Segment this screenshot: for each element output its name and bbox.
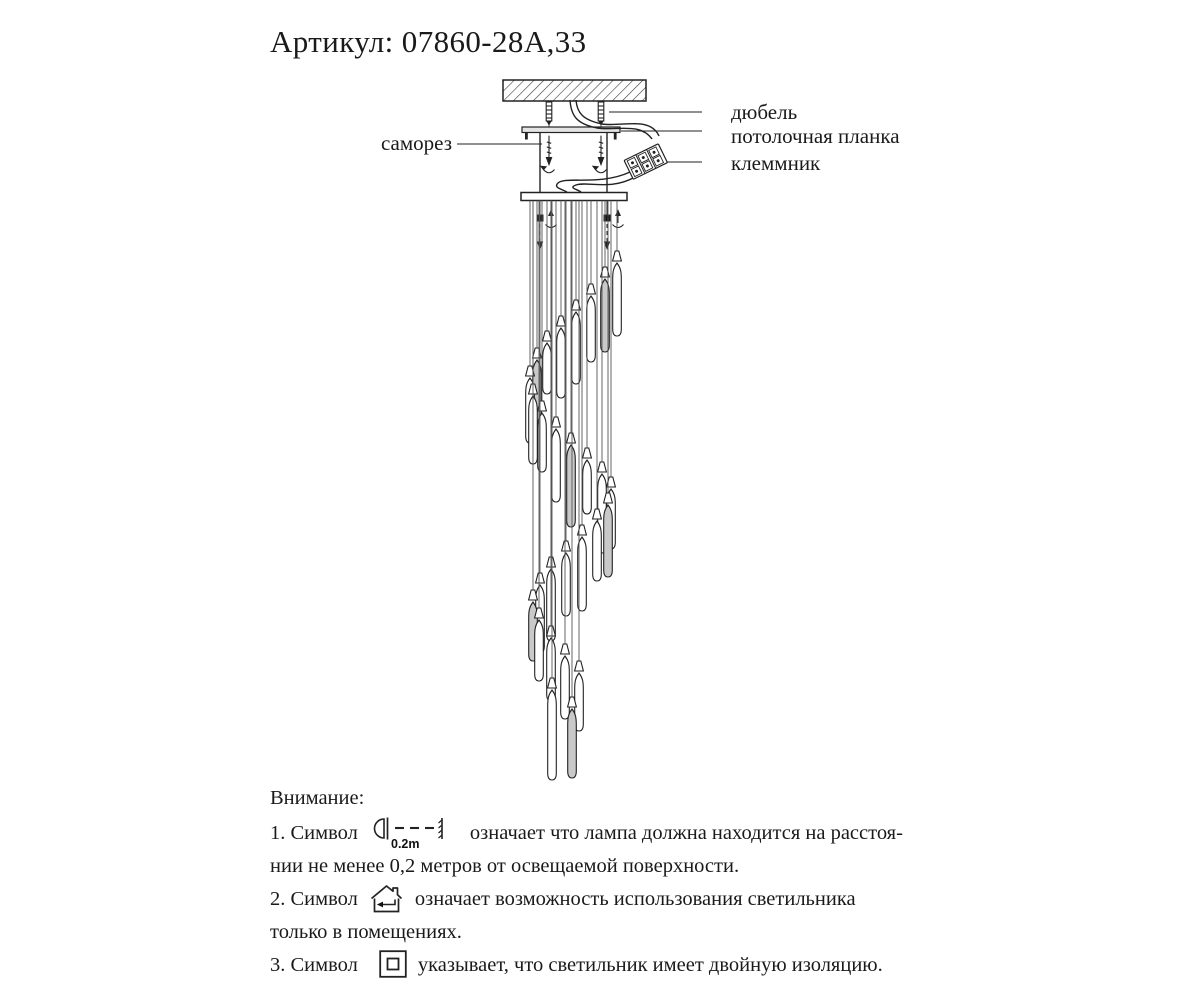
canopy-screw-right-icon: [604, 201, 624, 249]
canopy-plate: [521, 193, 627, 201]
pendant-drop: [543, 201, 552, 395]
pendant-drop: [562, 201, 571, 617]
note-2-text: означает возможность использования светильника: [414, 888, 856, 910]
pendant-drop: [587, 201, 596, 363]
screw-left-icon: [541, 136, 555, 173]
label-screw: саморез: [380, 131, 452, 155]
double-insulation-icon: [378, 949, 408, 979]
pendant-drop: [557, 201, 566, 399]
note-item-1-continuation: нии не менее 0,2 метров от освещаемой поверхности.: [270, 855, 740, 877]
note-2-prefix: 2. Символ: [270, 888, 358, 910]
pendant-drop: [613, 201, 622, 337]
label-dowel: дюбель: [731, 100, 798, 124]
distance-value: 0.2m: [390, 837, 420, 850]
leader-lines: [457, 112, 702, 162]
terminal-block-icon: [624, 144, 667, 180]
page-title: Артикул: 07860-28А,33: [270, 24, 587, 59]
plate-peg-right: [614, 133, 617, 140]
label-terminal-block: клеммник: [731, 151, 821, 175]
plate-peg-left: [525, 133, 528, 140]
label-ceiling-plate: потолочная планка: [731, 124, 900, 148]
note-item-1: [270, 817, 950, 850]
note-1-text: означает что лампа должна находится на расстоя-: [469, 822, 903, 844]
notes-heading: Внимание:: [270, 787, 365, 809]
ceiling-plate-bar: [522, 127, 620, 133]
ceiling-slab: [503, 80, 646, 101]
house-indoor-icon: [368, 883, 405, 914]
note-item-3: [270, 949, 950, 982]
note-item-2-continuation: только в помещениях.: [270, 921, 462, 943]
note-1-prefix: 1. Символ: [270, 822, 358, 844]
lamp-distance-icon: [368, 815, 460, 849]
supply-wires: [557, 100, 659, 192]
screw-right-icon: [593, 136, 607, 173]
note-3-prefix: 3. Символ: [270, 954, 358, 976]
note-item-2: [270, 883, 950, 916]
pendant-drops: [526, 201, 622, 781]
notes-section: [270, 783, 950, 982]
note-3-text: указывает, что светильник имеет двойную изоляцию.: [417, 954, 883, 976]
